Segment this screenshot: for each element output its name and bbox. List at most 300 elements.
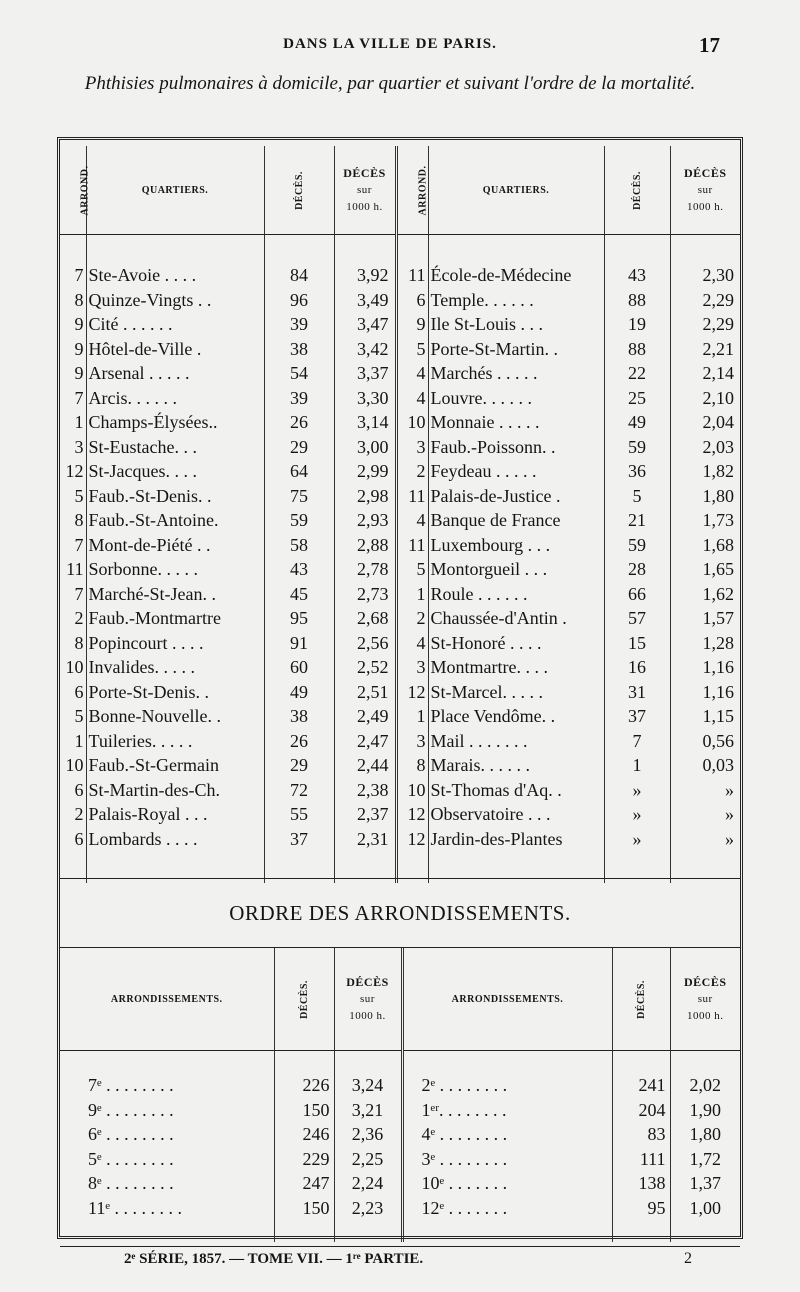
left-name-cell: St-Jacques. . . . <box>86 459 264 484</box>
right-deces-cell: 57 <box>604 606 670 631</box>
running-head-title: DANS LA VILLE DE PARIS. <box>283 36 497 52</box>
arrondissements-table-body <box>60 1051 740 1243</box>
left-name-cell: Faub.-St-Denis. . <box>86 484 264 509</box>
left-rate-cell: 3,47 <box>334 312 396 337</box>
r-rate-cell: 1,72 <box>670 1147 740 1172</box>
right-deces-cell: 16 <box>604 655 670 680</box>
right-deces-cell: 31 <box>604 680 670 705</box>
table-row <box>60 263 740 288</box>
left-rate-cell: 2,73 <box>334 582 396 607</box>
table-row <box>60 484 740 509</box>
right-rate-cell: 2,29 <box>670 288 740 313</box>
right-deces-cell: 22 <box>604 361 670 386</box>
r-deces-cell: 204 <box>612 1098 670 1123</box>
table-row <box>60 606 740 631</box>
left-arr-cell: 1 <box>74 730 84 751</box>
r-name-cell: 10ᵉ . . . . . . . <box>402 1171 612 1196</box>
left-deces-cell: 59 <box>264 508 334 533</box>
table-row <box>60 361 740 386</box>
left-name-cell: St-Martin-des-Ch. <box>86 778 264 803</box>
l-deces-cell: 226 <box>274 1073 334 1098</box>
header-a-deces-left: DÉCÈS. <box>274 948 334 1051</box>
left-deces-cell: 43 <box>264 557 334 582</box>
left-arr-cell: 9 <box>74 363 84 384</box>
left-name-cell: Cité . . . . . . <box>86 312 264 337</box>
left-arr-cell: 3 <box>74 436 84 457</box>
left-deces-cell: 60 <box>264 655 334 680</box>
right-rate-cell: 1,68 <box>670 533 740 558</box>
right-name-cell: Luxembourg . . . <box>428 533 604 558</box>
left-arr-cell: 5 <box>74 485 84 506</box>
l-rate-cell: 2,36 <box>334 1122 402 1147</box>
table-row <box>60 1171 740 1196</box>
spacer-cell <box>264 235 334 264</box>
table-row <box>60 582 740 607</box>
quartiers-header-row <box>60 146 740 235</box>
spacer-cell <box>274 1220 334 1242</box>
right-deces-cell: 21 <box>604 508 670 533</box>
spacer-cell <box>670 1051 740 1074</box>
right-rate-cell: 1,28 <box>670 631 740 656</box>
right-rate-cell: 1,16 <box>670 655 740 680</box>
left-deces-cell: 91 <box>264 631 334 656</box>
l-deces-cell: 246 <box>274 1122 334 1147</box>
right-arr-cell: 8 <box>396 753 428 778</box>
left-rate-cell: 2,68 <box>334 606 396 631</box>
table-row <box>60 312 740 337</box>
left-deces-cell: 39 <box>264 386 334 411</box>
l-deces-cell: 229 <box>274 1147 334 1172</box>
left-name-cell: Bonne-Nouvelle. . <box>86 704 264 729</box>
left-arr-cell: 10 <box>65 755 84 776</box>
left-name-cell: Faub.-St-Antoine. <box>86 508 264 533</box>
left-arr-cell: 9 <box>74 338 84 359</box>
spacer-cell <box>60 235 86 264</box>
r-name-cell: 3ᵉ . . . . . . . . <box>402 1147 612 1172</box>
left-rate-cell: 3,14 <box>334 410 396 435</box>
left-deces-cell: 29 <box>264 753 334 778</box>
r-name-cell: 4ᵉ . . . . . . . . <box>402 1122 612 1147</box>
left-arr-cell: 2 <box>74 608 84 629</box>
right-name-cell: Banque de France <box>428 508 604 533</box>
right-name-cell: St-Honoré . . . . <box>428 631 604 656</box>
right-name-cell: Temple. . . . . . <box>428 288 604 313</box>
left-name-cell: Tuileries. . . . . <box>86 729 264 754</box>
right-rate-cell: 1,15 <box>670 704 740 729</box>
left-arr-cell: 7 <box>74 583 84 604</box>
left-deces-cell: 38 <box>264 704 334 729</box>
table-row <box>60 802 740 827</box>
table-row <box>60 704 740 729</box>
left-arr-cell: 6 <box>74 681 84 702</box>
right-rate-cell: 2,10 <box>670 386 740 411</box>
spacer-cell <box>670 235 740 264</box>
table-row <box>60 753 740 778</box>
right-arr-cell: 4 <box>396 508 428 533</box>
left-name-cell: Lombards . . . . <box>86 827 264 852</box>
right-arr-cell: 12 <box>396 802 428 827</box>
right-arr-cell: 4 <box>396 386 428 411</box>
l-name-cell: 8ᵉ . . . . . . . . <box>88 1173 174 1194</box>
left-deces-cell: 54 <box>264 361 334 386</box>
left-rate-cell: 2,99 <box>334 459 396 484</box>
left-arr-cell: 9 <box>74 314 84 335</box>
l-deces-cell: 247 <box>274 1171 334 1196</box>
left-arr-cell: 10 <box>65 657 84 678</box>
spacer-row <box>60 1051 740 1074</box>
right-arr-cell: 2 <box>396 459 428 484</box>
table-caption: Phthisies pulmonaires à domicile, par quartier et suivant l'ordre de la mortalité. <box>84 73 696 94</box>
right-rate-cell: 0,03 <box>670 753 740 778</box>
right-name-cell: Marchés . . . . . <box>428 361 604 386</box>
left-deces-cell: 95 <box>264 606 334 631</box>
l-rate-cell: 2,25 <box>334 1147 402 1172</box>
right-arr-cell: 1 <box>396 582 428 607</box>
right-arr-cell: 9 <box>396 312 428 337</box>
right-deces-cell: 36 <box>604 459 670 484</box>
r-name-cell: 1ᵉʳ. . . . . . . . <box>402 1098 612 1123</box>
left-arr-cell: 7 <box>74 387 84 408</box>
arrondissements-table <box>60 948 740 1242</box>
left-arr-cell: 6 <box>74 779 84 800</box>
r-rate-cell: 1,00 <box>670 1196 740 1221</box>
arrondissements-header-row <box>60 948 740 1051</box>
footer-signature: 2 <box>684 1250 692 1267</box>
right-name-cell: Marais. . . . . . <box>428 753 604 778</box>
left-deces-cell: 96 <box>264 288 334 313</box>
left-name-cell: Faub.-St-Germain <box>86 753 264 778</box>
left-arr-cell: 1 <box>74 412 84 433</box>
spacer-cell <box>402 1220 612 1242</box>
spacer-cell <box>334 1220 402 1242</box>
left-rate-cell: 2,52 <box>334 655 396 680</box>
r-deces-cell: 111 <box>612 1147 670 1172</box>
right-deces-cell: 88 <box>604 337 670 362</box>
left-deces-cell: 58 <box>264 533 334 558</box>
r-deces-cell: 95 <box>612 1196 670 1221</box>
left-rate-cell: 2,49 <box>334 704 396 729</box>
right-deces-cell: » <box>604 802 670 827</box>
right-arr-cell: 10 <box>396 778 428 803</box>
right-name-cell: Faub.-Poissonn. . <box>428 435 604 460</box>
right-rate-cell: 0,56 <box>670 729 740 754</box>
left-name-cell: Quinze-Vingts . . <box>86 288 264 313</box>
right-rate-cell: » <box>670 802 740 827</box>
left-rate-cell: 2,93 <box>334 508 396 533</box>
left-deces-cell: 39 <box>264 312 334 337</box>
header-deces-left: DÉCÈS. <box>264 146 334 235</box>
spacer-cell <box>274 1051 334 1074</box>
spacer-cell <box>670 1220 740 1242</box>
r-name-cell: 2ᵉ . . . . . . . . <box>402 1073 612 1098</box>
left-arr-cell: 8 <box>74 632 84 653</box>
table-row <box>60 631 740 656</box>
right-name-cell: Jardin-des-Plantes <box>428 827 604 852</box>
left-name-cell: Ste-Avoie . . . . <box>86 263 264 288</box>
right-name-cell: Mail . . . . . . . <box>428 729 604 754</box>
right-rate-cell: 2,21 <box>670 337 740 362</box>
spacer-cell <box>86 235 264 264</box>
table-row <box>60 435 740 460</box>
l-rate-cell: 3,24 <box>334 1073 402 1098</box>
l-name-cell: 11ᵉ . . . . . . . . <box>88 1197 182 1218</box>
right-arr-cell: 6 <box>396 288 428 313</box>
r-rate-cell: 1,37 <box>670 1171 740 1196</box>
right-name-cell: Porte-St-Martin. . <box>428 337 604 362</box>
right-arr-cell: 5 <box>396 557 428 582</box>
left-name-cell: Arcis. . . . . . <box>86 386 264 411</box>
left-deces-cell: 26 <box>264 410 334 435</box>
left-rate-cell: 3,37 <box>334 361 396 386</box>
right-deces-cell: » <box>604 827 670 852</box>
left-deces-cell: 29 <box>264 435 334 460</box>
r-deces-cell: 83 <box>612 1122 670 1147</box>
left-rate-cell: 3,30 <box>334 386 396 411</box>
right-arr-cell: 2 <box>396 606 428 631</box>
left-name-cell: Popincourt . . . . <box>86 631 264 656</box>
section-title: ORDRE DES ARRONDISSEMENTS. <box>60 878 740 948</box>
right-name-cell: Chaussée-d'Antin . <box>428 606 604 631</box>
l-rate-cell: 2,23 <box>334 1196 402 1221</box>
header-a-rate-left: DÉCÈS sur 1000 h. <box>334 948 402 1051</box>
left-arr-cell: 12 <box>65 461 84 482</box>
right-rate-cell: 1,65 <box>670 557 740 582</box>
running-head <box>60 33 720 58</box>
left-rate-cell: 2,51 <box>334 680 396 705</box>
right-deces-cell: 15 <box>604 631 670 656</box>
l-name-cell: 5ᵉ . . . . . . . . <box>88 1148 174 1169</box>
right-deces-cell: 37 <box>604 704 670 729</box>
left-rate-cell: 2,98 <box>334 484 396 509</box>
r-deces-cell: 241 <box>612 1073 670 1098</box>
right-rate-cell: 1,82 <box>670 459 740 484</box>
right-rate-cell: 1,57 <box>670 606 740 631</box>
spacer-cell <box>60 1220 274 1242</box>
left-deces-cell: 49 <box>264 680 334 705</box>
right-rate-cell: 2,29 <box>670 312 740 337</box>
left-deces-cell: 37 <box>264 827 334 852</box>
table-row <box>60 680 740 705</box>
right-rate-cell: 1,80 <box>670 484 740 509</box>
left-deces-cell: 38 <box>264 337 334 362</box>
left-rate-cell: 2,56 <box>334 631 396 656</box>
left-name-cell: St-Eustache. . . <box>86 435 264 460</box>
header-rate-right: DÉCÈS sur 1000 h. <box>670 146 740 235</box>
right-deces-cell: 7 <box>604 729 670 754</box>
right-arr-cell: 1 <box>396 704 428 729</box>
quartiers-table-body <box>60 235 740 884</box>
left-name-cell: Invalides. . . . . <box>86 655 264 680</box>
right-name-cell: Louvre. . . . . . <box>428 386 604 411</box>
table-row <box>60 288 740 313</box>
right-arr-cell: 4 <box>396 631 428 656</box>
left-rate-cell: 3,00 <box>334 435 396 460</box>
table-row <box>60 1098 740 1123</box>
l-rate-cell: 3,21 <box>334 1098 402 1123</box>
spacer-cell <box>428 235 604 264</box>
quartiers-table <box>60 146 740 883</box>
right-deces-cell: 25 <box>604 386 670 411</box>
header-a-deces-right: DÉCÈS. <box>612 948 670 1051</box>
right-name-cell: St-Thomas d'Aq. . <box>428 778 604 803</box>
l-name-cell: 9ᵉ . . . . . . . . <box>88 1099 174 1120</box>
left-rate-cell: 2,44 <box>334 753 396 778</box>
left-arr-cell: 7 <box>74 534 84 555</box>
left-deces-cell: 75 <box>264 484 334 509</box>
header-arrond-right: ARROND. <box>396 146 428 235</box>
header-rate-left: DÉCÈS sur 1000 h. <box>334 146 396 235</box>
right-arr-cell: 5 <box>396 337 428 362</box>
header-arrond-left: ARROND. <box>60 146 86 235</box>
left-name-cell: Porte-St-Denis. . <box>86 680 264 705</box>
right-rate-cell: 2,14 <box>670 361 740 386</box>
right-arr-cell: 12 <box>396 680 428 705</box>
r-rate-cell: 1,80 <box>670 1122 740 1147</box>
r-name-cell: 12ᵉ . . . . . . . <box>402 1196 612 1221</box>
left-name-cell: Sorbonne. . . . . <box>86 557 264 582</box>
left-rate-cell: 2,78 <box>334 557 396 582</box>
left-rate-cell: 2,38 <box>334 778 396 803</box>
table-row <box>60 655 740 680</box>
page-number: 17 <box>699 33 720 57</box>
right-name-cell: Ile St-Louis . . . <box>428 312 604 337</box>
left-deces-cell: 45 <box>264 582 334 607</box>
table-row <box>60 410 740 435</box>
header-arrondissements-left: ARRONDISSEMENTS. <box>60 948 274 1051</box>
right-arr-cell: 10 <box>396 410 428 435</box>
left-name-cell: Marché-St-Jean. . <box>86 582 264 607</box>
table-row <box>60 386 740 411</box>
right-name-cell: Observatoire . . . <box>428 802 604 827</box>
right-deces-cell: 1 <box>604 753 670 778</box>
left-arr-cell: 8 <box>74 510 84 531</box>
spacer-cell <box>604 235 670 264</box>
left-arr-cell: 8 <box>74 289 84 310</box>
r-rate-cell: 1,90 <box>670 1098 740 1123</box>
right-deces-cell: 59 <box>604 533 670 558</box>
table-row <box>60 1196 740 1221</box>
header-deces-right: DÉCÈS. <box>604 146 670 235</box>
right-rate-cell: 2,03 <box>670 435 740 460</box>
r-deces-cell: 138 <box>612 1171 670 1196</box>
right-rate-cell: » <box>670 827 740 852</box>
right-rate-cell: » <box>670 778 740 803</box>
l-rate-cell: 2,24 <box>334 1171 402 1196</box>
left-rate-cell: 2,31 <box>334 827 396 852</box>
right-deces-cell: 49 <box>604 410 670 435</box>
spacer-cell <box>334 1051 402 1074</box>
right-arr-cell: 3 <box>396 655 428 680</box>
left-rate-cell: 3,49 <box>334 288 396 313</box>
right-rate-cell: 2,30 <box>670 263 740 288</box>
right-rate-cell: 1,73 <box>670 508 740 533</box>
right-arr-cell: 3 <box>396 729 428 754</box>
left-arr-cell: 6 <box>74 828 84 849</box>
spacer-cell <box>334 235 396 264</box>
left-deces-cell: 84 <box>264 263 334 288</box>
left-deces-cell: 26 <box>264 729 334 754</box>
header-arrondissements-right: ARRONDISSEMENTS. <box>402 948 612 1051</box>
l-deces-cell: 150 <box>274 1098 334 1123</box>
table-row <box>60 729 740 754</box>
left-arr-cell: 2 <box>74 804 84 825</box>
right-arr-cell: 12 <box>396 827 428 852</box>
spacer-row <box>60 235 740 264</box>
left-arr-cell: 11 <box>66 559 84 580</box>
header-quartiers-left: QUARTIERS. <box>86 146 264 235</box>
table-row <box>60 508 740 533</box>
right-arr-cell: 11 <box>396 263 428 288</box>
right-arr-cell: 4 <box>396 361 428 386</box>
right-name-cell: Monnaie . . . . . <box>428 410 604 435</box>
table-row <box>60 533 740 558</box>
right-deces-cell: 59 <box>604 435 670 460</box>
left-name-cell: Arsenal . . . . . <box>86 361 264 386</box>
table-row <box>60 827 740 852</box>
right-deces-cell: 19 <box>604 312 670 337</box>
right-deces-cell: 43 <box>604 263 670 288</box>
left-rate-cell: 2,47 <box>334 729 396 754</box>
left-rate-cell: 2,37 <box>334 802 396 827</box>
table-row <box>60 1073 740 1098</box>
right-name-cell: Palais-de-Justice . <box>428 484 604 509</box>
spacer-cell <box>60 1051 274 1074</box>
left-name-cell: Hôtel-de-Ville . <box>86 337 264 362</box>
left-rate-cell: 2,88 <box>334 533 396 558</box>
right-arr-cell: 11 <box>396 533 428 558</box>
table-row <box>60 337 740 362</box>
right-deces-cell: 5 <box>604 484 670 509</box>
spacer-row <box>60 1220 740 1242</box>
left-arr-cell: 7 <box>74 265 84 286</box>
right-name-cell: École-de-Médecine <box>428 263 604 288</box>
right-rate-cell: 1,62 <box>670 582 740 607</box>
right-deces-cell: 88 <box>604 288 670 313</box>
left-deces-cell: 64 <box>264 459 334 484</box>
right-name-cell: Montmartre. . . . <box>428 655 604 680</box>
left-name-cell: Champs-Élysées.. <box>86 410 264 435</box>
table-row <box>60 778 740 803</box>
page-footer <box>60 1246 740 1271</box>
right-rate-cell: 2,04 <box>670 410 740 435</box>
left-deces-cell: 72 <box>264 778 334 803</box>
right-name-cell: Roule . . . . . . <box>428 582 604 607</box>
spacer-cell <box>612 1220 670 1242</box>
header-quartiers-right: QUARTIERS. <box>428 146 604 235</box>
header-a-rate-right: DÉCÈS sur 1000 h. <box>670 948 740 1051</box>
left-rate-cell: 3,42 <box>334 337 396 362</box>
right-name-cell: Place Vendôme. . <box>428 704 604 729</box>
right-name-cell: Montorgueil . . . <box>428 557 604 582</box>
right-rate-cell: 1,16 <box>670 680 740 705</box>
table-row <box>60 557 740 582</box>
left-deces-cell: 55 <box>264 802 334 827</box>
left-arr-cell: 5 <box>74 706 84 727</box>
right-arr-cell: 3 <box>396 435 428 460</box>
left-name-cell: Palais-Royal . . . <box>86 802 264 827</box>
right-deces-cell: 66 <box>604 582 670 607</box>
spacer-cell <box>402 1051 612 1074</box>
footer-series: 2ᵉ SÉRIE, 1857. — TOME VII. — 1ʳᵉ PARTIE. <box>124 1251 424 1267</box>
l-name-cell: 7ᵉ . . . . . . . . <box>88 1075 174 1096</box>
right-arr-cell: 11 <box>396 484 428 509</box>
l-name-cell: 6ᵉ . . . . . . . . <box>88 1124 174 1145</box>
l-deces-cell: 150 <box>274 1196 334 1221</box>
left-rate-cell: 3,92 <box>334 263 396 288</box>
right-name-cell: St-Marcel. . . . . <box>428 680 604 705</box>
right-deces-cell: 28 <box>604 557 670 582</box>
left-name-cell: Mont-de-Piété . . <box>86 533 264 558</box>
